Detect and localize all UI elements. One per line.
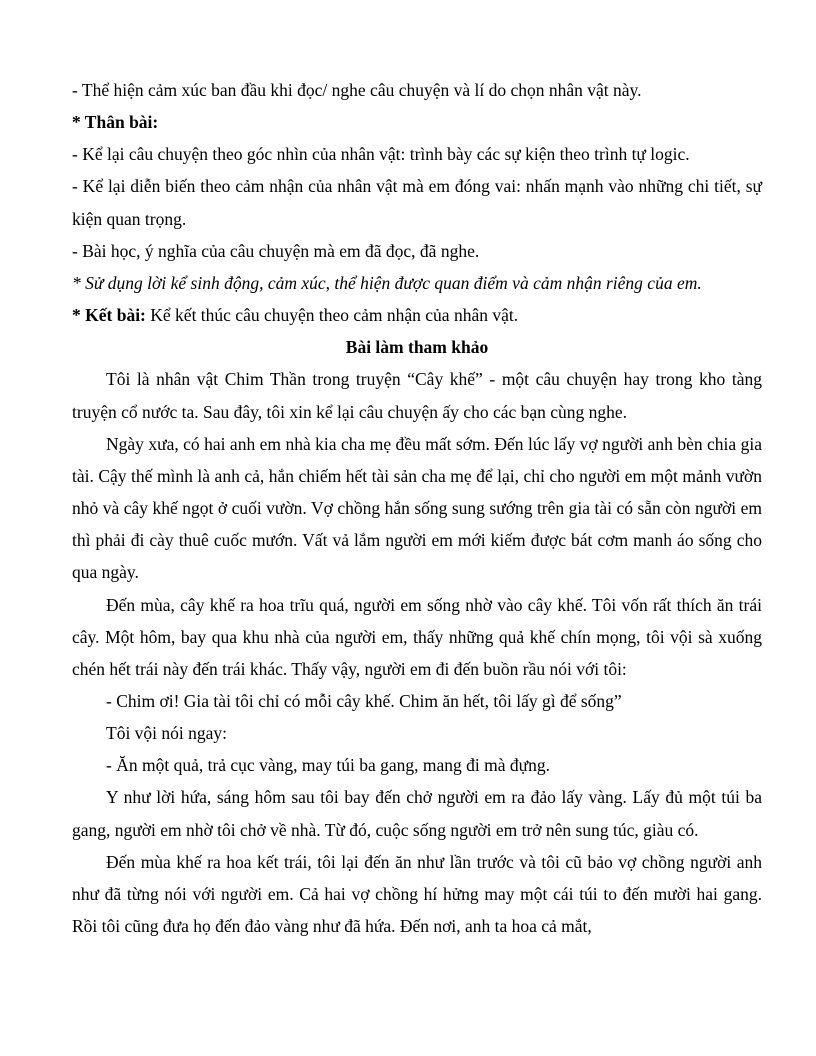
paragraph	[72, 235, 762, 267]
text-run: Tôi là nhân vật Chim Thần trong truyện “Cây khế” - một câu chuyện hay trong kho tàng truyện cổ nước ta. Sau đây, tôi xin kể lại câu chuyện ấy cho các bạn cùng nghe.	[72, 369, 762, 422]
text-run: - Bài học, ý nghĩa của câu chuyện mà em đã đọc, đã nghe.	[72, 240, 480, 261]
outline-section	[72, 74, 762, 331]
paragraph	[72, 428, 762, 589]
paragraph	[72, 267, 762, 299]
paragraph	[72, 170, 762, 234]
paragraph	[72, 846, 762, 942]
text-run: Y như lời hứa, sáng hôm sau tôi bay đến chở người em ra đảo lấy vàng. Lấy đủ một túi ba gang, người em nhờ tôi chở về nhà. Từ đó, cuộc sống người em trở nên sung túc, giàu có.	[72, 787, 762, 840]
text-run: - Kể lại câu chuyện theo góc nhìn của nhân vật: trình bày các sự kiện theo trình tự logic.	[72, 144, 690, 165]
text-run: Ngày xưa, có hai anh em nhà kia cha mẹ đều mất sớm. Đến lúc lấy vợ người anh bèn chia gia tài. Cậy thế mình là anh cả, hắn chiếm hết tài sản cha mẹ để lại, chỉ cho người em một mảnh vườn nhỏ và cây khế ngọt ở cuối vườn. Vợ chồng hắn sống sung sướng trên gia tài có sẵn còn người em thì phải đi cày thuê cuốc mướn. Vất vả lắm người em mới kiếm được bát cơm manh áo sống cho qua ngày.	[72, 433, 762, 583]
paragraph	[72, 106, 762, 138]
text-run: Tôi vội nói ngay:	[106, 723, 228, 744]
text-run: Đến mùa, cây khế ra hoa trĩu quá, người em sống nhờ vào cây khế. Tôi vốn rất thích ăn trái cây. Một hôm, bay qua khu nhà của người em, thấy những quả khế chín mọng, tôi vội sà xuống chén hết trái này đến trái khác. Thấy vậy, người em đi đến buồn rầu nói với tôi:	[72, 594, 762, 679]
story-section	[72, 363, 762, 942]
paragraph	[72, 589, 762, 685]
italic-text-run: * Sử dụng lời kể sinh động, cảm xúc, thể hiện được quan điểm và cảm nhận riêng của em.	[72, 272, 702, 293]
bold-text-run: * Kết bài:	[72, 305, 146, 326]
paragraph	[72, 749, 762, 781]
paragraph	[72, 138, 762, 170]
text-run: - Chim ơi! Gia tài tôi chỉ có mỗi cây khế. Chim ăn hết, tôi lấy gì để sống”	[106, 690, 622, 711]
bold-text-run: * Thân bài:	[72, 112, 159, 133]
paragraph	[72, 299, 762, 331]
paragraph	[72, 74, 762, 106]
document-heading: Bài làm tham khảo	[345, 337, 489, 358]
paragraph	[72, 781, 762, 845]
paragraph	[72, 717, 762, 749]
text-run: Đến mùa khế ra hoa kết trái, tôi lại đến ăn như lần trước và tôi cũ bảo vợ chồng người anh như đã từng nói với người em. Cả hai vợ chồng hí hửng may một cái túi to đến mười hai gang. Rồi tôi cũng đưa họ đến đảo vàng như đã hứa. Đến nơi, anh ta hoa cả mắt,	[72, 851, 762, 937]
paragraph	[72, 685, 762, 717]
text-run: - Thể hiện cảm xúc ban đầu khi đọc/ nghe câu chuyện và lí do chọn nhân vật này.	[72, 80, 642, 100]
paragraph	[72, 363, 762, 427]
text-run: Kể kết thúc câu chuyện theo cảm nhận của nhân vật.	[145, 305, 519, 326]
text-run: - Ăn một quả, trả cục vàng, may túi ba gang, mang đi mà đựng.	[106, 755, 550, 776]
text-run: - Kể lại diễn biến theo cảm nhận của nhân vật mà em đóng vai: nhấn mạnh vào những chi tiết, sự kiện quan trọng.	[72, 176, 762, 229]
